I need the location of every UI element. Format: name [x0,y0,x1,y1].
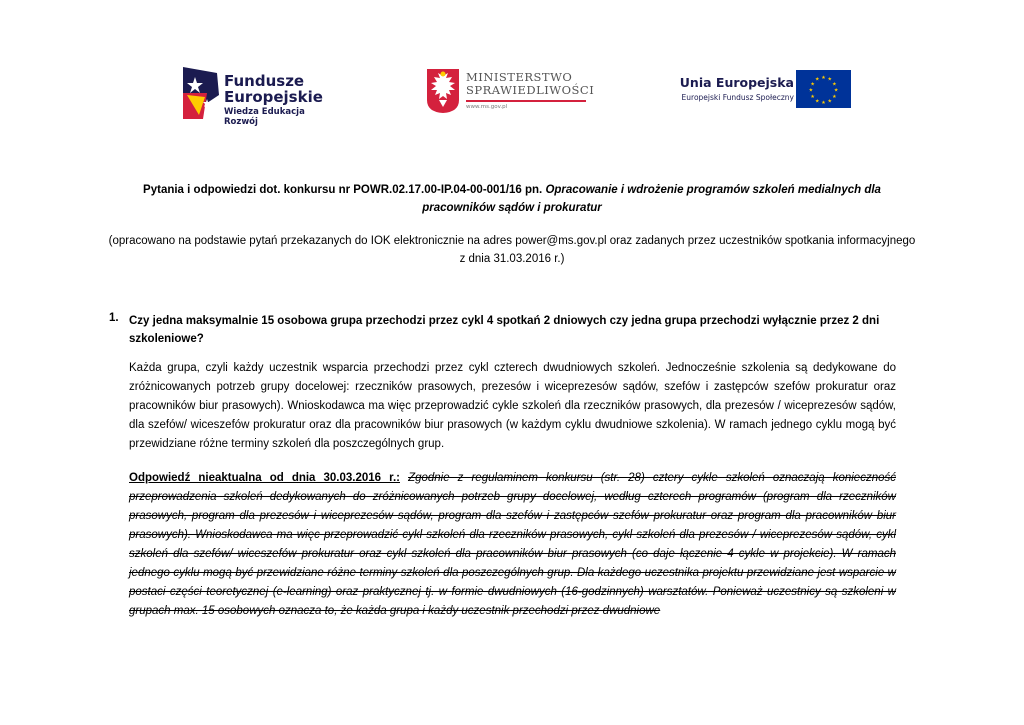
svg-text:★: ★ [832,81,837,88]
ue-subtitle: Europejski Fundusz Społeczny [681,93,794,102]
outdated-answer-text: Zgodnie z regulaminem konkursu (str. 28) cztery cykle szkoleń oznaczają konieczność przeprowadzenia szkoleń dedykowanych do zróżnicowanych potrzeb grupy docelowej, według czterech programów (program dla rzeczników prasowych, program dla prezesów i wiceprezesów sądów, program dla szefów i zastępców szefów prokuratur oraz program dla pracowników biur prasowych). Wnioskodawca ma więc przeprowadzić cykl szkoleń dla rzeczników prasowych, cykl szkoleń dla prezesów / wiceprezesów sądów, cykl szkoleń dla szefów/ wiceszefów prokuratur oraz cykl szkoleń dla pracowników biur prasowych (co daje łączenie 4 cykle w projekcie). W ramach jednego cyklu mogą być przewidziane różne terminy szkoleń dla poszczególnych grup. Dla każdego uczestnika projektu przewidziane jest wsparcie w postaci części teoretycznej (e-learning) oraz praktycznej tj. w formie dwudniowych (16-godzinnych) warsztatów. Ponieważ uczestnicy są szkoleni w grupach max. 15 osobowych oznacza to, że każda grupa i każdy uczestnik przechodzi przez dwudniowe [129,472,896,617]
unia-europejska-logo [666,70,856,112]
question-number: 1. [109,312,119,324]
fundusze-europejskie-logo [181,65,341,127]
svg-text:★: ★ [810,93,815,100]
eu-flag-icon [796,70,851,108]
ue-title: Unia Europejska [679,75,794,90]
eagle-emblem-icon [426,68,460,114]
svg-text:★: ★ [832,93,837,100]
ms-line1: MINISTERSTWO [466,70,573,84]
heading-contest-number: Pytania i odpowiedzi dot. konkursu nr POWR.02.17.00-IP.04-00-001/16 pn. [143,184,546,196]
svg-text:★: ★ [808,87,814,94]
heading-contest-title: Opracowanie i wdrożenie programów szkoleń medialnych dla pracowników sądów i prokuratur [422,184,881,214]
svg-text:★: ★ [821,75,826,81]
svg-text:★: ★ [814,76,820,83]
fe-title-line1: Fundusze [224,72,305,90]
answer-paragraph: Każda grupa, czyli każdy uczestnik wsparcia przechodzi przez cykl czterech dwudniowych szkoleń. Jednocześnie szkolenia są dedykowane do zróżnicowanych potrzeb grupy docelowej: rzeczników prasowych, prezesów i wiceprezesów sądów, szefów i zastępców szefów prokuratur oraz pracowników biur prasowych). Wnioskodawca ma więc przeprowadzić cykle szkoleń dla rzeczników prasowych, dla prezesów / wiceprezesów sądów, dla szefów/ wiceszefów prokuratur oraz dla pracowników biur prasowych (w każdym cyklu dwudniowe szkolenia). W ramach jednego cyklu mogą być przewidziane różne terminy szkoleń dla poszczególnych grup. [129,362,896,450]
svg-text:★: ★ [814,98,820,105]
ms-line2: SPRAWIEDLIWOŚCI [466,83,595,97]
ms-url: www.ms.gov.pl [466,104,508,110]
fe-title-line2: Europejskie [224,88,323,106]
question-text: Czy jedna maksymalnie 15 osobowa grupa przechodzi przez cykl 4 spotkań 2 dniowych czy jedna grupa przechodzi wyłącznie przez 2 dni szkoleniowe? [129,315,880,345]
svg-text:★: ★ [821,100,826,107]
fe-star-icon [181,65,221,121]
ms-divider [466,100,586,102]
outdated-answer-paragraph [129,469,896,621]
svg-text:★: ★ [827,98,833,105]
document-heading [108,181,916,217]
outdated-answer-label: Odpowiedź nieaktualna od dnia 30.03.2016 r.: [129,472,400,484]
intro-note: (opracowano na podstawie pytań przekazanych do IOK elektronicznie na adres power@ms.gov.pl oraz zadanych przez uczestników spotkania informacyjnego z dnia 31.03.2016 r.) [108,235,916,265]
fe-subtitle: Wiedza Edukacja Rozwój [224,107,305,127]
svg-text:★: ★ [810,81,815,88]
ministerstwo-logo [426,68,596,120]
svg-text:★: ★ [827,76,833,83]
svg-text:★: ★ [833,87,839,94]
